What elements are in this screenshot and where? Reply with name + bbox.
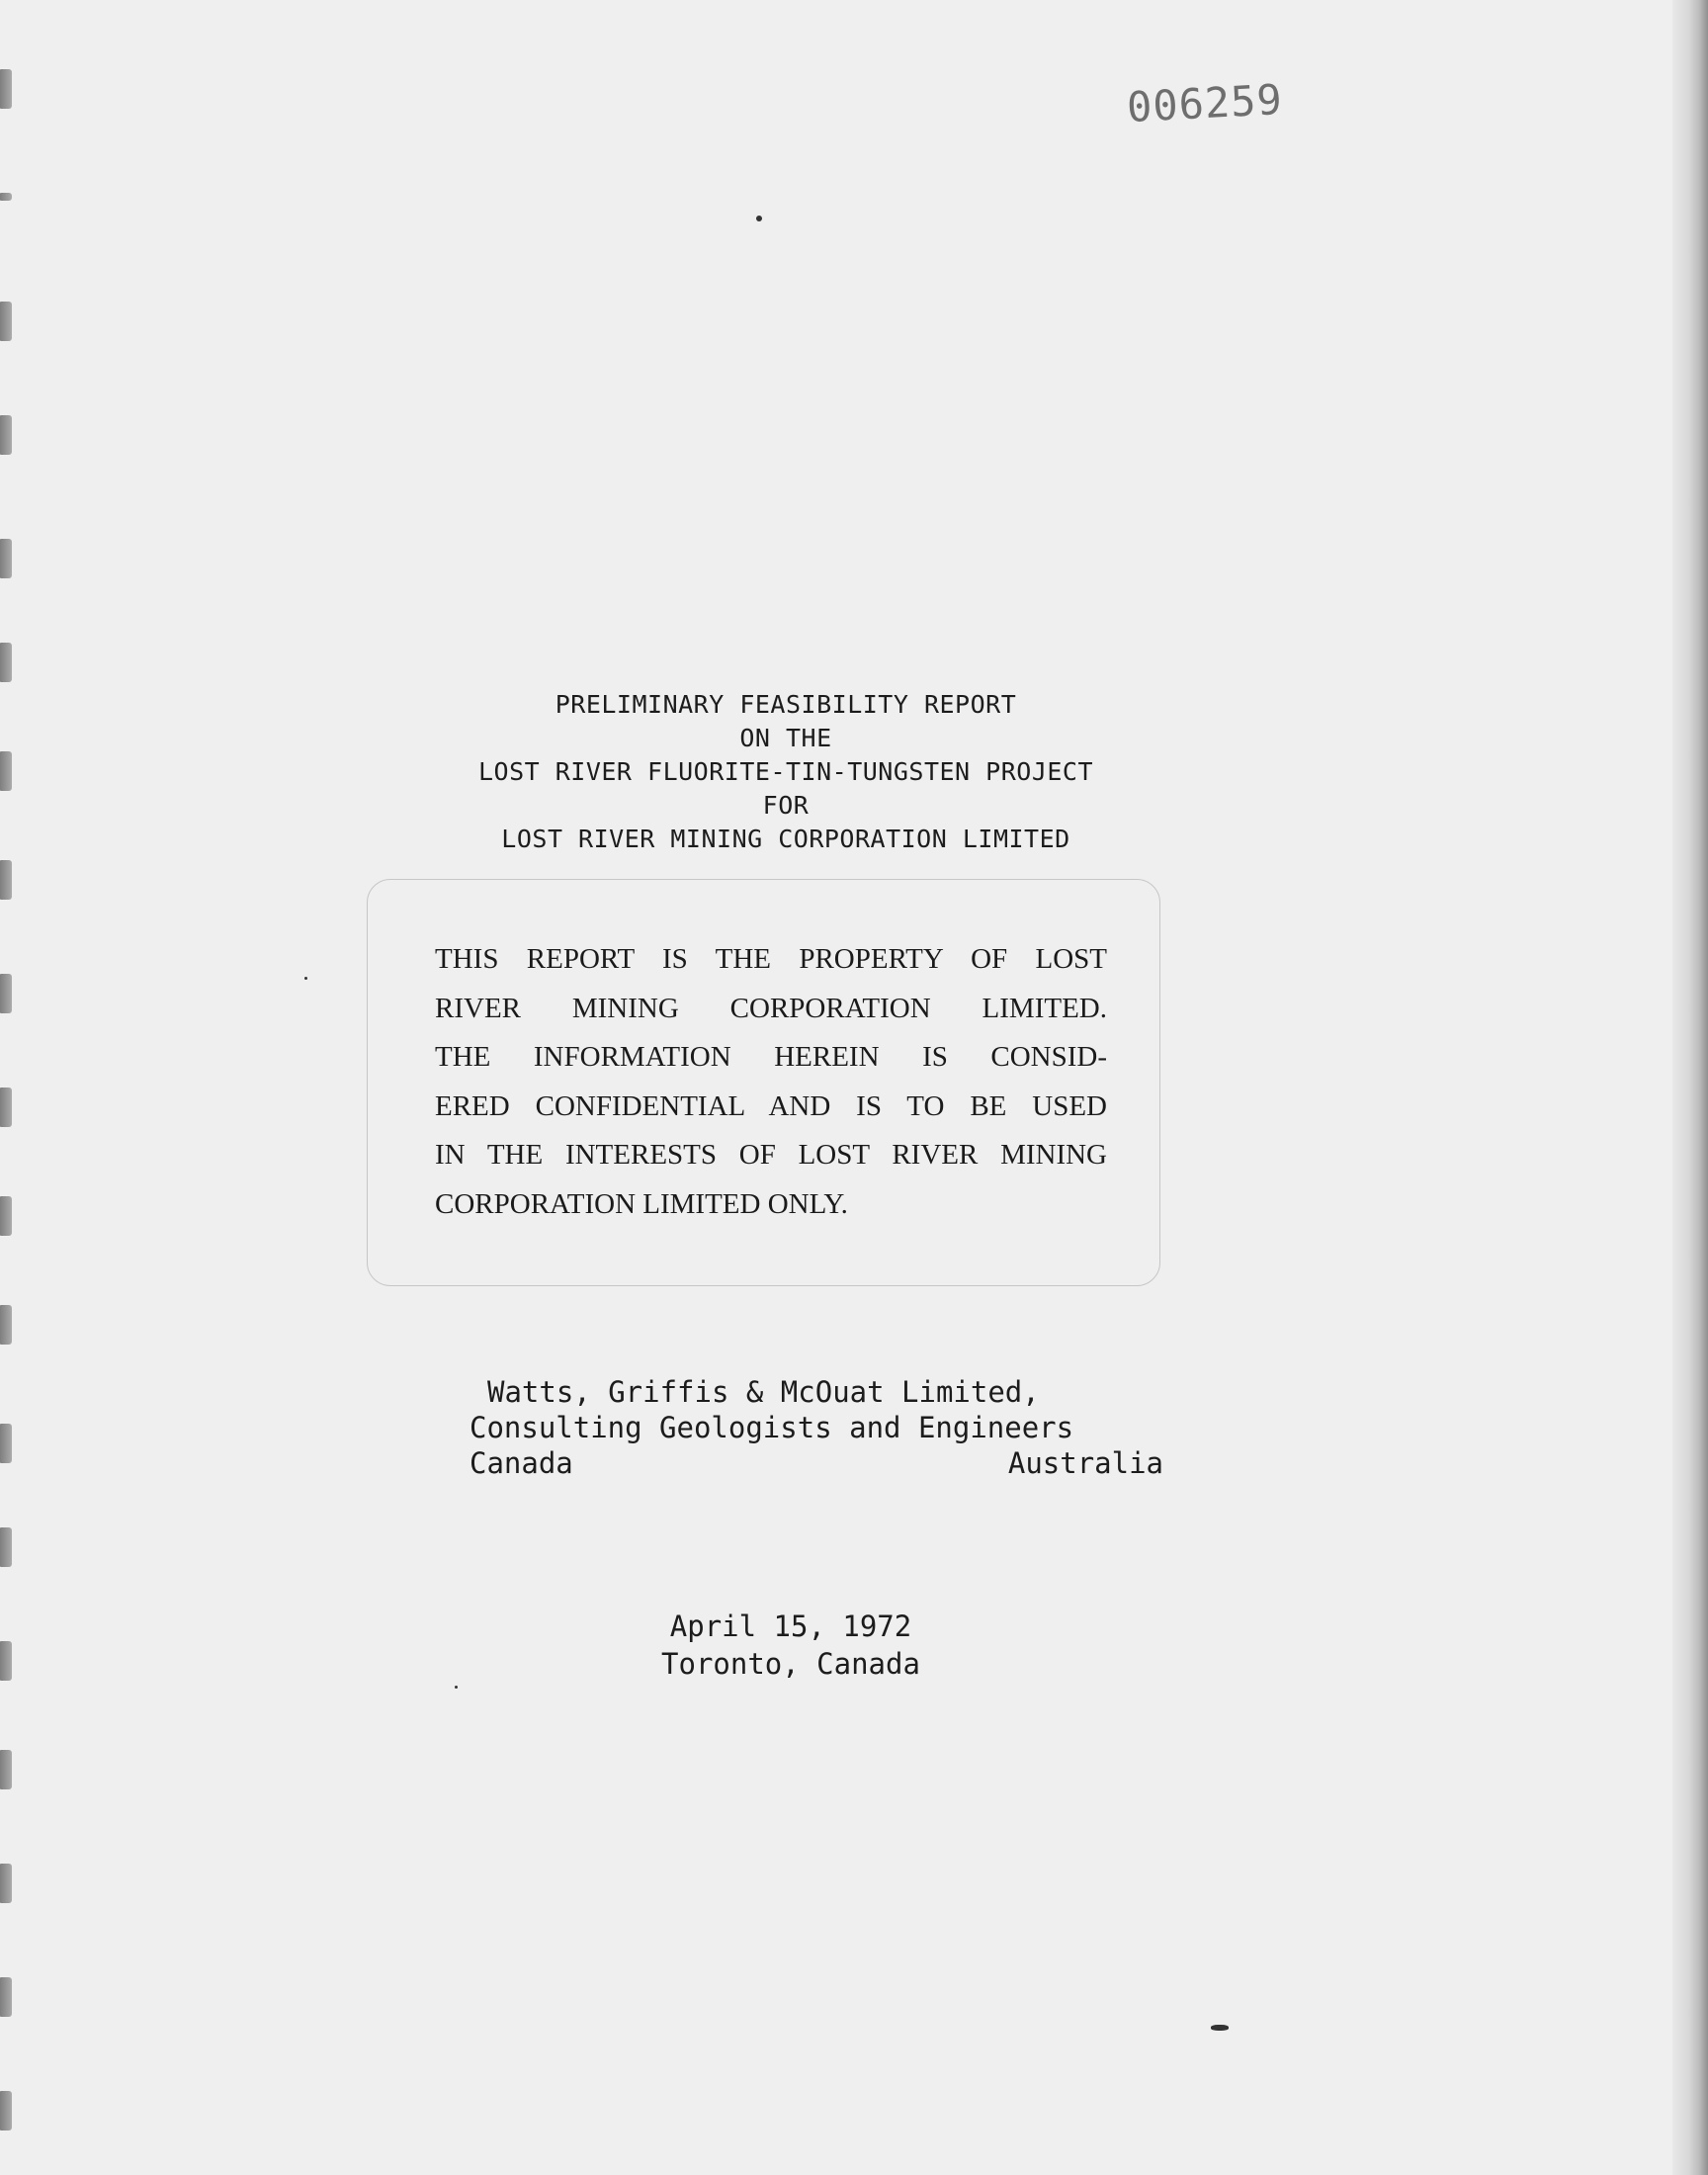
report-date: April 15, 1972 (669, 1610, 912, 1643)
scan-speck (455, 1686, 458, 1689)
notice-line: THIS REPORT IS THE PROPERTY OF LOST (435, 943, 1107, 975)
confidentiality-notice (435, 935, 1107, 1229)
notice-line: IN THE INTERESTS OF LOST RIVER MINING (435, 1139, 1107, 1171)
binding-hole (0, 1750, 12, 1789)
title-line: LOST RIVER MINING CORPORATION LIMITED (501, 825, 1070, 853)
binding-hole (0, 69, 12, 109)
title-line: FOR (762, 791, 810, 820)
binding-hole (0, 302, 12, 341)
reference-number: 006259 (1125, 74, 1284, 132)
binding-hole (0, 1196, 12, 1236)
binding-hole (0, 1305, 12, 1345)
binding-hole (0, 193, 12, 201)
page-edge-shadow (1672, 0, 1708, 2175)
report-date-place (613, 1608, 969, 1683)
binding-hole (0, 860, 12, 900)
binding-hole (0, 539, 12, 578)
consultant-firm (470, 1374, 1163, 1481)
binding-hole (0, 415, 12, 455)
binding-hole (0, 1864, 12, 1903)
title-line: ON THE (739, 724, 832, 752)
firm-location-canada: Canada (470, 1446, 573, 1480)
firm-location-australia: Australia (1007, 1446, 1163, 1480)
title-line: PRELIMINARY FEASIBILITY REPORT (555, 690, 1017, 719)
binding-hole (0, 751, 12, 791)
notice-line: THE INFORMATION HEREIN IS CONSID- (435, 1041, 1107, 1073)
notice-line: RIVER MINING CORPORATION LIMITED. (435, 992, 1107, 1024)
binding-hole (0, 1641, 12, 1681)
title-line: LOST RIVER FLUORITE-TIN-TUNGSTEN PROJECT (477, 757, 1094, 786)
notice-line: CORPORATION LIMITED ONLY. (435, 1187, 848, 1220)
firm-name: Watts, Griffis & McOuat Limited, (487, 1375, 1040, 1409)
scan-speck (304, 977, 307, 980)
binding-hole (0, 974, 12, 1013)
scan-speck (756, 216, 762, 221)
firm-description: Consulting Geologists and Engineers (470, 1411, 1074, 1444)
binding-hole (0, 1424, 12, 1463)
binding-hole (0, 643, 12, 682)
binding-hole (0, 2091, 12, 2131)
notice-line: ERED CONFIDENTIAL AND IS TO BE USED (435, 1089, 1107, 1122)
firm-locations (470, 1445, 1163, 1481)
spiral-binding-holes (0, 0, 20, 2175)
report-place: Toronto, Canada (661, 1647, 920, 1681)
report-title (356, 688, 1216, 856)
binding-hole (0, 1977, 12, 2017)
scan-speck (1211, 2025, 1229, 2031)
binding-hole (0, 1527, 12, 1567)
binding-hole (0, 1088, 12, 1127)
